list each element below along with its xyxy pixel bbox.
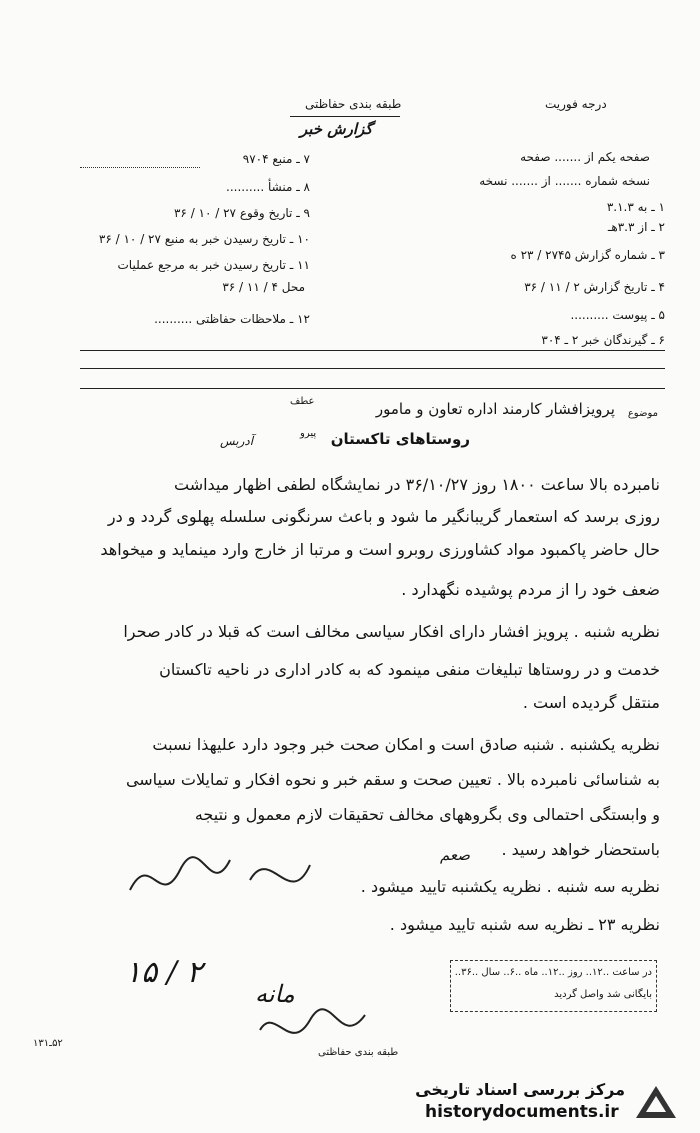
left-field-date-to-ops: ۱۱ ـ تاریخ رسیدن خبر به مرجع عملیات <box>117 258 310 272</box>
left-field-date-to-source: ۱۰ ـ تاریخ رسیدن خبر به منبع ۲۷ / ۱۰ / ۳۶ <box>98 232 310 246</box>
handwritten-signature-mid: صعم <box>440 846 470 864</box>
report-title: گزارش خبر <box>300 120 373 138</box>
body-line: به شناسائی نامبرده بالا . تعیین صحت و سقم خبر و نحوه افکار و تمایلات سیاسی <box>125 770 660 789</box>
body-line: نظریه ۲۳ ـ نظریه سه شنبه تایید میشود . <box>389 915 660 934</box>
left-field-source: ۷ ـ منبع ۹۷۰۴ <box>242 152 310 166</box>
body-line: حال حاضر پاکمبود مواد کشاورزی روبرو است و مرتبا از خارج وارد مینماید و میخواهد <box>100 540 660 559</box>
right-field-report-date: ۴ ـ تاریخ گزارش ۲ / ۱۱ / ۳۶ <box>524 280 665 294</box>
classification-top: طبقه بندی حفاظتی <box>305 97 402 111</box>
body-line: باستحضار خواهد رسید . <box>501 840 660 859</box>
body-line: نظریه شنبه . پرویز افشار دارای افکار سیاسی مخالف است که قبلا در کادر صحرا <box>123 622 660 641</box>
subject-label: موضوع <box>627 408 658 419</box>
source-dots <box>80 166 200 168</box>
form-number: ۵۲ـ۱۳۱ <box>33 1038 63 1049</box>
right-field-to: ۱ ـ به ۳.۱.۳ <box>606 200 665 214</box>
right-field-recipients: ۶ ـ گیرندگان خبر ۲ ـ ۳۰۴ <box>541 333 665 347</box>
body-line: روزی برسد که استعمار گریبانگیر ما شود و باعث سرنگونی سلسله پهلوی گردد و در <box>107 507 660 526</box>
separator-2 <box>80 368 665 369</box>
body-line: نظریه یکشنبه . شنبه صادق است و امکان صحت خبر وجود دارد علیهذا نسبت <box>152 735 660 754</box>
separator-3 <box>80 388 665 389</box>
subject-text: پرویزافشار کارمند اداره تعاون و مامور <box>375 400 615 418</box>
right-field-from: ۲ ـ از ۳.۳هـ <box>607 220 665 234</box>
subject-insert-below: پیرو <box>300 428 317 439</box>
handwritten-scribble-icon <box>120 840 320 920</box>
body-line: نظریه سه شنبه . نظریه یکشنبه تایید میشود . <box>360 877 660 896</box>
body-line: منتقل گردیده است . <box>522 693 660 712</box>
watermark-title: مرکز بررسی اسناد تاریخی <box>415 1080 625 1099</box>
right-field-page: صفحه یکم از ....... صفحه <box>520 150 650 164</box>
archive-logo-icon <box>630 1082 682 1124</box>
classification-bottom: طبقه بندی حفاظتی <box>318 1047 399 1058</box>
subject-line2: روستاهای تاکستان <box>330 430 470 448</box>
subject-handwritten-insert: آدربس <box>220 434 254 448</box>
handwritten-note-left: ۲ / ۱۵ <box>125 955 203 990</box>
degree-label: درجه فوریت <box>545 97 607 111</box>
body-line: نامبرده بالا ساعت ۱۸۰۰ روز ۳۶/۱۰/۲۷ در نمایشگاه لطفی اظهار میداشت <box>173 475 660 494</box>
handwritten-signature-bottom: مانه <box>255 980 295 1008</box>
receipt-stamp <box>450 960 657 1012</box>
body-line: ضعف خود را از مردم پوشیده نگهدارد . <box>401 580 660 599</box>
body-line: و وابستگی احتمالی وی بگروههای مخالف تحقیقات لازم معمول و نتیجه <box>194 805 660 824</box>
header-underline <box>290 116 400 117</box>
stamp-line-1: در ساعت ..۱۲.. روز ..۱۲.. ماه ..۶.. سال ..۳۶.. <box>454 967 652 978</box>
left-field-security-notes: ۱۲ ـ ملاحظات حفاظتی .......... <box>154 312 310 326</box>
left-field-occurrence-date: ۹ ـ تاریخ وقوع ۲۷ / ۱۰ / ۳۶ <box>173 206 310 220</box>
body-line: خدمت و در روستاها تبلیغات منفی مینمود که به کادر اداری در ناحیه تاکستان <box>159 660 660 679</box>
subject-insert-above: عطف <box>290 396 315 407</box>
right-field-attachment: ۵ ـ پیوست .......... <box>570 308 665 322</box>
right-field-copy: نسخه شماره ....... از ....... نسخه <box>479 174 650 188</box>
watermark-url: historydocuments.ir <box>425 1102 619 1122</box>
stamp-line-2: بایگانی شد واصل گردید <box>554 989 652 1000</box>
right-field-report-number: ۳ ـ شماره گزارش ۲۷۴۵ / ۲۳ ه <box>510 248 665 262</box>
left-field-location: محل ۴ / ۱۱ / ۳۶ <box>222 280 305 294</box>
separator-1 <box>80 350 665 351</box>
left-field-origin: ۸ ـ منشأ .......... <box>226 180 310 194</box>
